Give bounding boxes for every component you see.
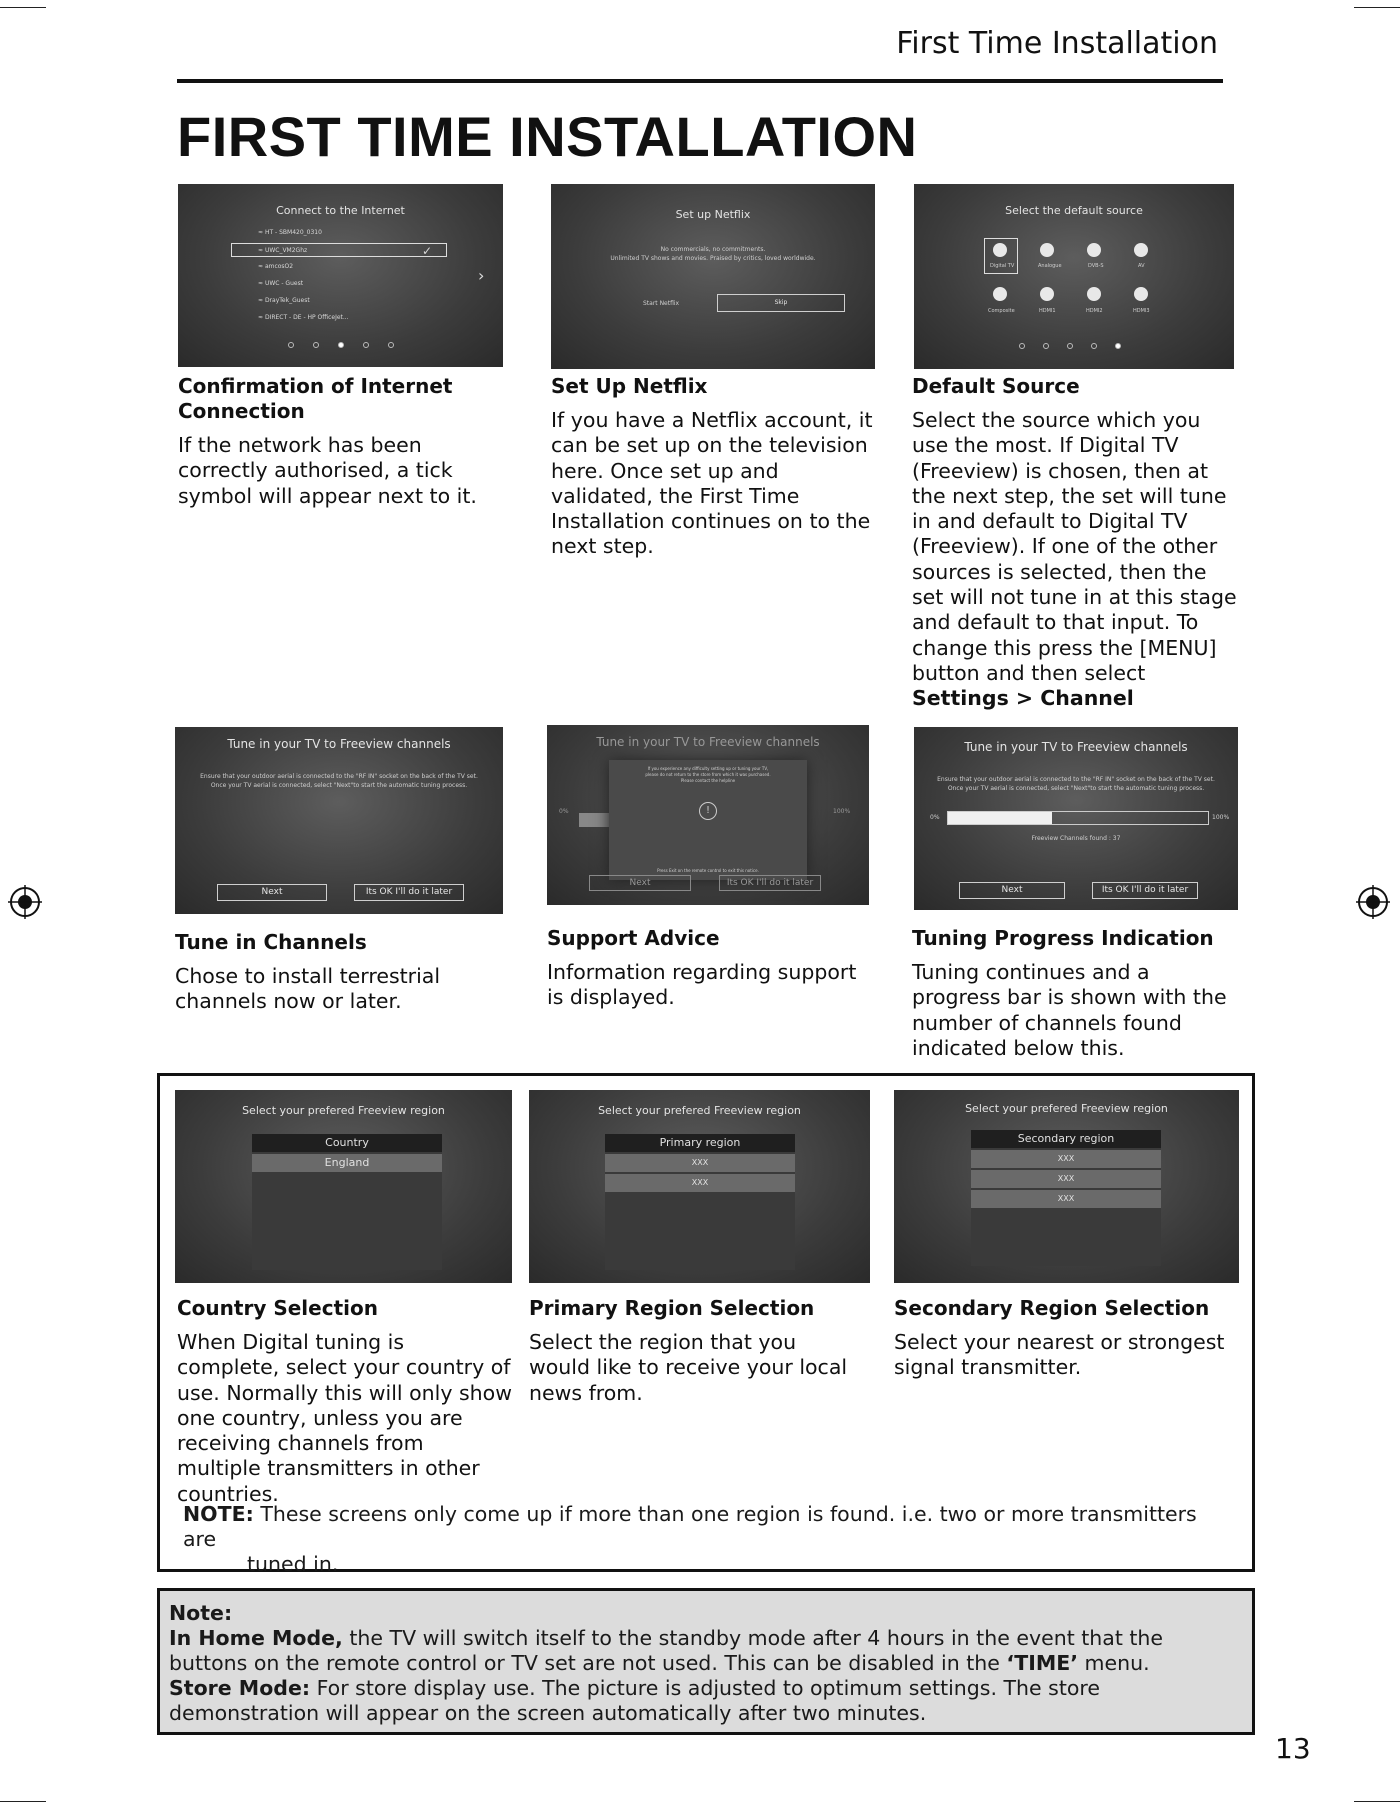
progress-end-label: 100%: [1212, 814, 1230, 821]
popup-text: If you experience any difficulty setting up or tuning your TV,: [647, 766, 769, 771]
network-name: UWC_VM2Ghz: [264, 247, 308, 254]
network-name: amcosO2: [264, 263, 294, 270]
caption-title: Set Up Netflix: [551, 374, 708, 398]
network-item: ≈ DIRECT - DE - HP OfficeJet...: [258, 314, 349, 321]
section-header: First Time Installation: [896, 26, 1218, 61]
network-name: DIRECT - DE - HP OfficeJet...: [264, 314, 349, 321]
screenshot-primary-region: [529, 1090, 870, 1283]
list-item[interactable]: XXX: [605, 1174, 795, 1192]
progress-start-label: 0%: [930, 814, 940, 821]
progress-fill: [948, 812, 1052, 824]
progress-start-label: 0%: [559, 808, 569, 815]
screen-title: Select the default source: [1005, 204, 1143, 217]
network-name: HT - SBM420_0310: [264, 229, 322, 236]
network-item: ≈ HT - SBM420_0310: [258, 229, 322, 236]
network-item: ≈ UWC - Guest: [258, 280, 304, 287]
screen-title: Select your prefered Freeview region: [242, 1104, 445, 1117]
screenshot-secondary-region: [894, 1090, 1239, 1283]
progress-end-label: 100%: [833, 808, 851, 815]
note-text: These screens only come up if more than one region is found. i.e. two or more transmitters are: [183, 1502, 1197, 1551]
screen-text: No commercials, no commitments.: [660, 246, 766, 253]
list-item[interactable]: England: [252, 1154, 442, 1172]
screenshot-support-advice: [547, 725, 869, 905]
home-mode-text: menu.: [1084, 1651, 1150, 1675]
caption-body: Select the region that you would like to receive your local news from.: [529, 1330, 848, 1405]
caption-title: Support Advice: [547, 926, 720, 950]
note-box: [157, 1588, 1255, 1735]
list-item[interactable]: XXX: [605, 1154, 795, 1172]
progress-bar: [579, 813, 609, 827]
source-label: Analogue: [1038, 263, 1062, 269]
list-item[interactable]: XXX: [971, 1150, 1161, 1168]
caption-bold: Settings > Channel: [912, 686, 1134, 711]
caption-body: Tuning continues and a progress bar is shown with the number of channels found indicated below this.: [912, 960, 1227, 1060]
source-label: AV: [1138, 263, 1145, 269]
registration-mark-icon: [8, 885, 42, 919]
store-mode-label: Store Mode:: [169, 1676, 311, 1700]
caption-title: Confirmation of Internet Connection: [178, 374, 453, 423]
next-button[interactable]: Next: [959, 882, 1065, 899]
screenshot-country-selection: [175, 1090, 512, 1283]
caption-title: Country Selection: [177, 1296, 378, 1320]
caption-title: Secondary Region Selection: [894, 1296, 1210, 1320]
check-icon: ✓: [421, 244, 432, 258]
network-item: ≈ amcosO2: [258, 263, 294, 270]
home-mode-label: In Home Mode,: [169, 1626, 343, 1650]
screen-text: Ensure that your outdoor aerial is connected to the "RF IN" socket on the back of the TV set.: [200, 773, 478, 780]
start-netflix-button[interactable]: Start Netflix: [643, 300, 680, 307]
popup-text: please do not return to the store from which it was purchased.: [645, 772, 771, 777]
support-popup: [609, 760, 807, 880]
caption-body: If the network has been correctly authorised, a tick symbol will appear next to it.: [178, 433, 477, 508]
source-label: HDMI1: [1039, 308, 1056, 314]
source-label: Digital TV: [990, 263, 1015, 269]
screen-title: Tune in your TV to Freeview channels: [596, 735, 820, 749]
caption-body: Chose to install terrestrial channels now or later.: [175, 964, 441, 1014]
list-item[interactable]: XXX: [971, 1190, 1161, 1208]
source-label: HDMI3: [1133, 308, 1150, 314]
screen-text: Once your TV aerial is connected, select "Next"to start the automatic tuning process.: [210, 782, 468, 789]
region-list: [605, 1134, 795, 1270]
caption-title: Primary Region Selection: [529, 1296, 815, 1320]
page-number: 13: [1275, 1732, 1311, 1765]
screen-title: Connect to the Internet: [276, 204, 405, 217]
screen-title: Select your prefered Freeview region: [965, 1102, 1168, 1115]
list-header: Secondary region: [971, 1130, 1161, 1148]
screenshot-netflix: [551, 184, 875, 369]
warning-icon: !: [699, 802, 717, 820]
screen-text: Once your TV aerial is connected, select "Next"to start the automatic tuning process.: [947, 785, 1205, 792]
note-label: NOTE:: [183, 1502, 254, 1526]
screen-title: Set up Netflix: [675, 208, 751, 221]
next-button[interactable]: Next: [217, 884, 327, 901]
progress-track: [947, 811, 1209, 825]
popup-text: Please contact the helpline: [680, 778, 736, 783]
screen-text: Ensure that your outdoor aerial is connected to the "RF IN" socket on the back of the TV set.: [937, 776, 1215, 783]
source-label: DVB-S: [1088, 263, 1104, 269]
caption-body: Select the source which you use the most. If Digital TV (Freeview) is chosen, then at the next step, the set will tune in and default to Digital TV (Freeview). If one of the other sources is selected, then the set will not tune in at this stage and default to that input. To change this press the [MENU] button and then select Settings > Channel: [912, 408, 1237, 711]
crop-mark: [0, 7, 46, 8]
screen-text: Unlimited TV shows and movies. Praised by critics, loved worldwide.: [610, 255, 816, 262]
source-label: HDMI2: [1086, 308, 1103, 314]
screenshot-tune-in: [175, 727, 503, 914]
later-button[interactable]: Its OK I'll do it later: [354, 884, 464, 901]
caption-body: Select your nearest or strongest signal transmitter.: [894, 1330, 1225, 1380]
list-header: Country: [252, 1134, 442, 1152]
region-note: [183, 1502, 1233, 1577]
source-label: Composite: [988, 308, 1015, 314]
screenshot-tuning-progress: [914, 727, 1238, 910]
screen-title: Tune in your TV to Freeview channels: [964, 740, 1188, 754]
region-list: [971, 1130, 1161, 1266]
caption-body: Information regarding support is displayed.: [547, 960, 857, 1010]
list-header: Primary region: [605, 1134, 795, 1152]
page-title: FIRST TIME INSTALLATION: [177, 105, 918, 168]
note-text: tuned in.: [247, 1552, 339, 1576]
crop-mark: [0, 1801, 46, 1802]
network-item-selected: ≈ UWC_VM2Ghz ✓: [231, 243, 447, 257]
channels-found: Freeview Channels found : 37: [1031, 835, 1121, 842]
header-rule: [177, 79, 1223, 83]
caption-title: Tuning Progress Indication: [912, 926, 1214, 950]
next-button[interactable]: Next: [589, 875, 691, 891]
later-button[interactable]: Its OK I'll do it later: [1092, 882, 1198, 899]
home-mode-text: the TV will switch itself to the standby mode after 4 hours in the event that the buttons on the remote control or TV set are not used. This can be disabled in the: [169, 1626, 1164, 1675]
screenshot-internet: [178, 184, 503, 367]
screen-title: Select your prefered Freeview region: [598, 1104, 801, 1117]
crop-mark: [1354, 1801, 1400, 1802]
network-name: DrayTek_Guest: [264, 297, 310, 304]
network-name: UWC - Guest: [264, 280, 304, 287]
screen-title: Tune in your TV to Freeview channels: [227, 737, 451, 751]
chevron-right-icon: ›: [478, 266, 485, 285]
screenshot-default-source: [914, 184, 1234, 369]
network-item: ≈ DrayTek_Guest: [258, 297, 310, 304]
crop-mark: [1354, 7, 1400, 8]
time-menu-label: ‘TIME’: [1006, 1651, 1079, 1675]
list-item[interactable]: XXX: [971, 1170, 1161, 1188]
caption-body: When Digital tuning is complete, select your country of use. Normally this will only show one country, unless you are receiving channels from multiple transmitters in other countries.: [177, 1330, 512, 1506]
registration-mark-icon: [1356, 885, 1390, 919]
note-heading: Note:: [169, 1601, 233, 1625]
later-button[interactable]: Its OK I'll do it later: [719, 875, 821, 891]
caption-title: Default Source: [912, 374, 1080, 398]
caption-body: If you have a Netflix account, it can be set up on the television here. Once set up and validated, the First Time Installation continues on to the next step.: [551, 408, 873, 559]
store-mode-text: For store display use. The picture is adjusted to optimum settings. The store demonstration will appear on the screen automatically after two minutes.: [169, 1676, 1101, 1725]
region-list: [252, 1134, 442, 1270]
skip-button[interactable]: Skip: [717, 294, 845, 312]
popup-footer: Press Exit on the remote control to exit this notice.: [657, 868, 759, 873]
caption-title: Tune in Channels: [175, 930, 367, 954]
